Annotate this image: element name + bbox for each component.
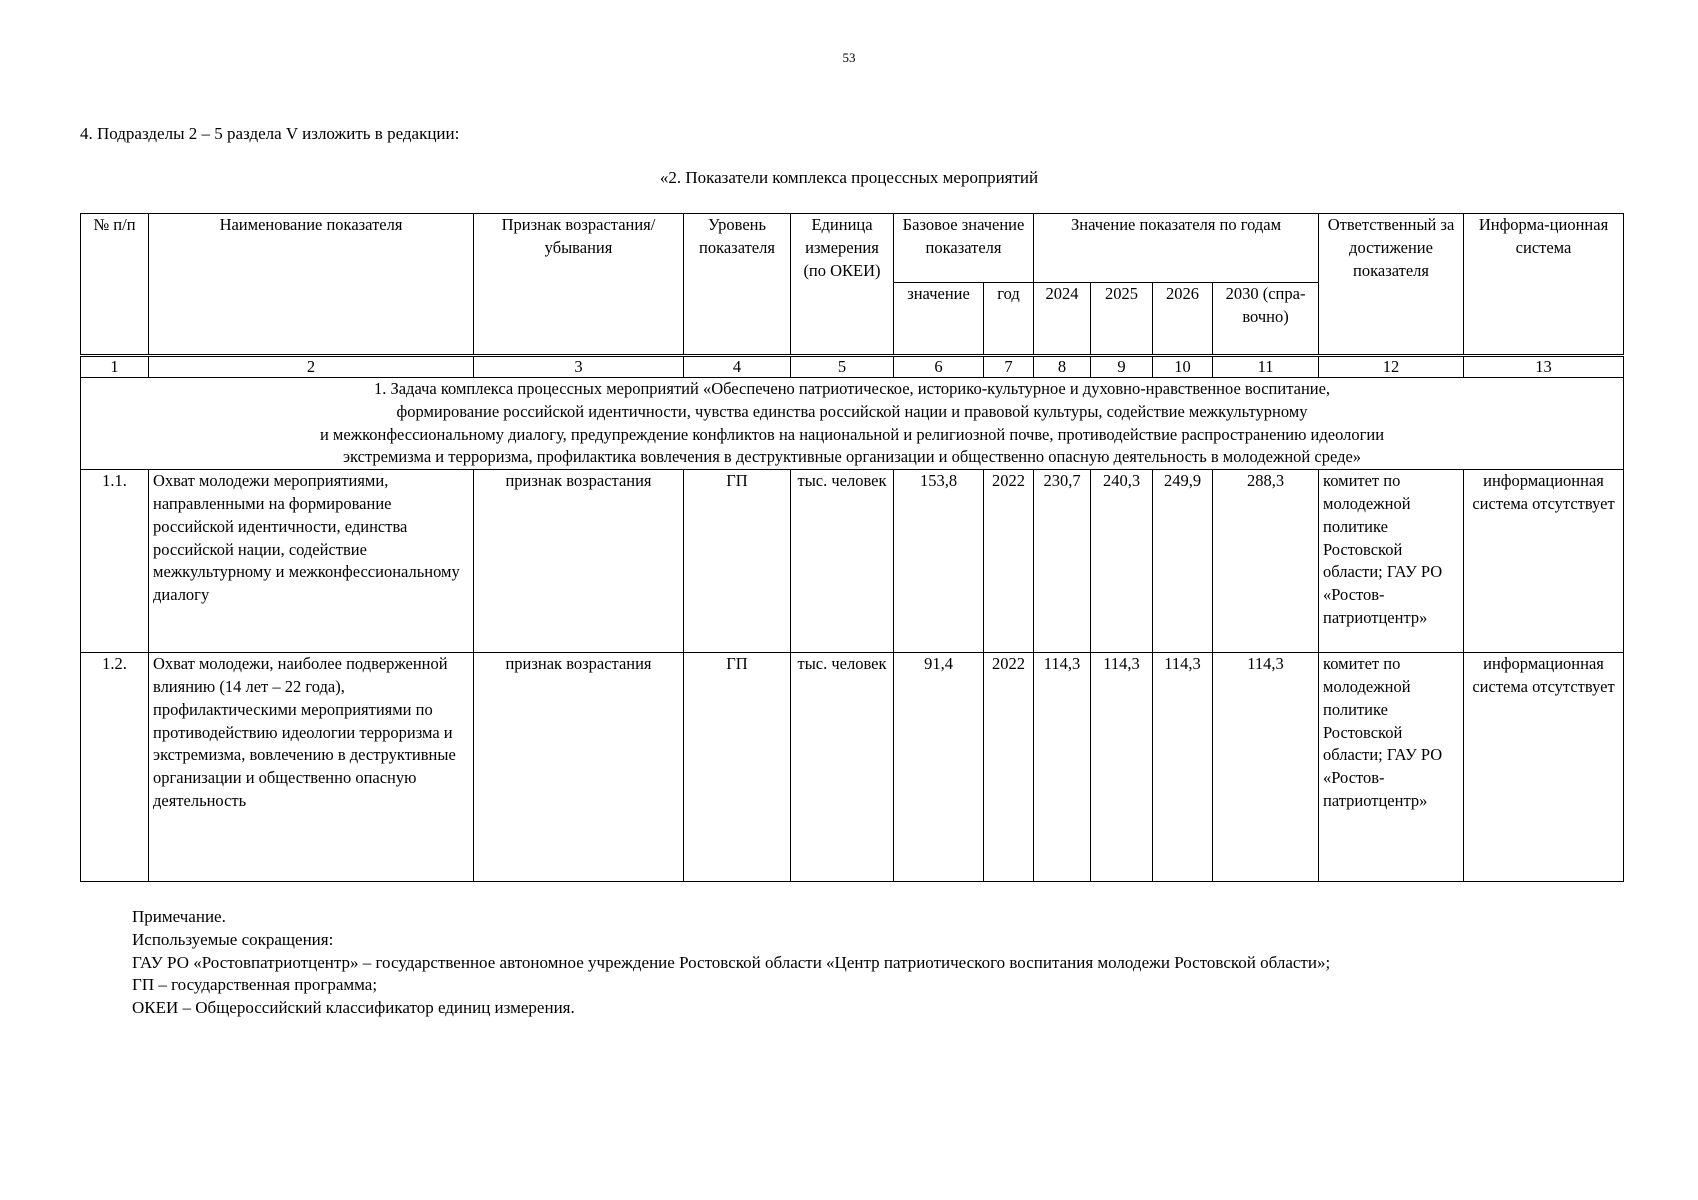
column-number: 10 bbox=[1153, 356, 1213, 378]
header-values: Значение показателя по годам bbox=[1034, 214, 1319, 283]
column-number: 8 bbox=[1034, 356, 1091, 378]
row-info-system: информационная система отсутствует bbox=[1464, 653, 1624, 882]
row-num: 1.2. bbox=[81, 653, 149, 882]
column-number: 4 bbox=[684, 356, 791, 378]
row-value-2030: 114,3 bbox=[1213, 653, 1319, 882]
notes-title: Примечание. bbox=[132, 907, 226, 926]
row-name: Охват молодежи, наиболее подверженной влиянию (14 лет – 22 года), профилактическими мероприятиями по противодействию идеологии терроризма и экстремизма, вовлечению в деструктивные организации и общественно опасную деятельность bbox=[149, 653, 474, 882]
column-number: 5 bbox=[791, 356, 894, 378]
header-base-year: год bbox=[984, 283, 1034, 356]
row-base-year: 2022 bbox=[984, 653, 1034, 882]
task-line: 1. Задача комплекса процессных мероприятий «Обеспечено патриотическое, историко-культурное и духовно-нравственное воспитание, bbox=[373, 379, 1331, 398]
header-unit: Единица измерения (по ОКЕИ) bbox=[791, 214, 894, 356]
notes-block bbox=[132, 906, 1330, 1020]
header-row-1 bbox=[81, 214, 1624, 283]
column-number: 11 bbox=[1213, 356, 1319, 378]
row-responsible: комитет по молодежной политике Ростовской области; ГАУ РО «Ростов-патриотцентр» bbox=[1319, 653, 1464, 882]
header-info: Информа-ционная система bbox=[1464, 214, 1624, 356]
row-base-year: 2022 bbox=[984, 470, 1034, 653]
header-base: Базовое значение показателя bbox=[894, 214, 1034, 283]
row-responsible: комитет по молодежной политике Ростовской области; ГАУ РО «Ростов-патриотцентр» bbox=[1319, 470, 1464, 653]
header-level: Уровень показателя bbox=[684, 214, 791, 356]
row-value-2026: 114,3 bbox=[1153, 653, 1213, 882]
row-value-2025: 240,3 bbox=[1091, 470, 1153, 653]
column-number: 9 bbox=[1091, 356, 1153, 378]
row-base-value: 153,8 bbox=[894, 470, 984, 653]
table-subtitle: «2. Показатели комплекса процессных мероприятий bbox=[659, 168, 1039, 187]
row-value-2024: 114,3 bbox=[1034, 653, 1091, 882]
row-value-2024: 230,7 bbox=[1034, 470, 1091, 653]
header-year-2025: 2025 bbox=[1091, 283, 1153, 356]
row-num: 1.1. bbox=[81, 470, 149, 653]
row-unit: тыс. человек bbox=[791, 653, 894, 882]
row-value-2026: 249,9 bbox=[1153, 470, 1213, 653]
column-number: 3 bbox=[474, 356, 684, 378]
abbreviation-item: ГП – государственная программа; bbox=[132, 975, 378, 995]
row-unit: тыс. человек bbox=[791, 470, 894, 653]
column-number: 12 bbox=[1319, 356, 1464, 378]
header-num: № п/п bbox=[81, 214, 149, 356]
table-row bbox=[81, 470, 1624, 653]
abbreviation-item: ГАУ РО «Ростовпатриотцентр» – государственное автономное учреждение Ростовской области «Центр патриотического воспитания молодежи Ростовской области»; bbox=[132, 952, 1331, 972]
row-base-value: 91,4 bbox=[894, 653, 984, 882]
column-numbers-row bbox=[81, 356, 1624, 378]
abbreviation-item: ОКЕИ – Общероссийский классификатор единиц измерения. bbox=[132, 998, 575, 1018]
row-info-system: информационная система отсутствует bbox=[1464, 470, 1624, 653]
table-row bbox=[81, 653, 1624, 882]
task-line: формирование российской идентичности, чувства единства российской нации и правовой культуры, содействие межкультурному bbox=[396, 401, 1308, 421]
row-sign: признак возрастания bbox=[474, 470, 684, 653]
header-sign: Признак возрастания/убывания bbox=[474, 214, 684, 356]
column-number: 6 bbox=[894, 356, 984, 378]
column-number: 7 bbox=[984, 356, 1034, 378]
header-year-2024: 2024 bbox=[1034, 283, 1091, 356]
task-line: и межконфессиональному диалогу, предупреждение конфликтов на национальной и религиозной почве, противодействие распространению идеологии bbox=[319, 424, 1385, 444]
task-row bbox=[81, 378, 1624, 470]
page-number: 53 bbox=[842, 50, 856, 65]
column-number: 2 bbox=[149, 356, 474, 378]
abbreviations-title: Используемые сокращения: bbox=[132, 929, 334, 949]
header-responsible: Ответственный за достижение показателя bbox=[1319, 214, 1464, 356]
indicators-table bbox=[80, 213, 1624, 882]
intro-text: 4. Подразделы 2 – 5 раздела V изложить в редакции: bbox=[80, 124, 460, 143]
task-heading bbox=[81, 378, 1624, 470]
row-value-2030: 288,3 bbox=[1213, 470, 1319, 653]
row-level: ГП bbox=[684, 653, 791, 882]
header-year-2030: 2030 (спра-вочно) bbox=[1213, 283, 1319, 356]
column-number: 13 bbox=[1464, 356, 1624, 378]
header-base-value: значение bbox=[894, 283, 984, 356]
row-sign: признак возрастания bbox=[474, 653, 684, 882]
task-line: экстремизма и терроризма, профилактика вовлечения в деструктивные организации и общественно опасную деятельность в молодежной среде» bbox=[342, 447, 1362, 467]
header-name: Наименование показателя bbox=[149, 214, 474, 356]
row-level: ГП bbox=[684, 470, 791, 653]
row-name: Охват молодежи мероприятиями, направленными на формирование российской идентичности, единства российской нации, содействие межкультурному и межконфессиональному диалогу bbox=[149, 470, 474, 653]
header-year-2026: 2026 bbox=[1153, 283, 1213, 356]
row-value-2025: 114,3 bbox=[1091, 653, 1153, 882]
column-number: 1 bbox=[81, 356, 149, 378]
